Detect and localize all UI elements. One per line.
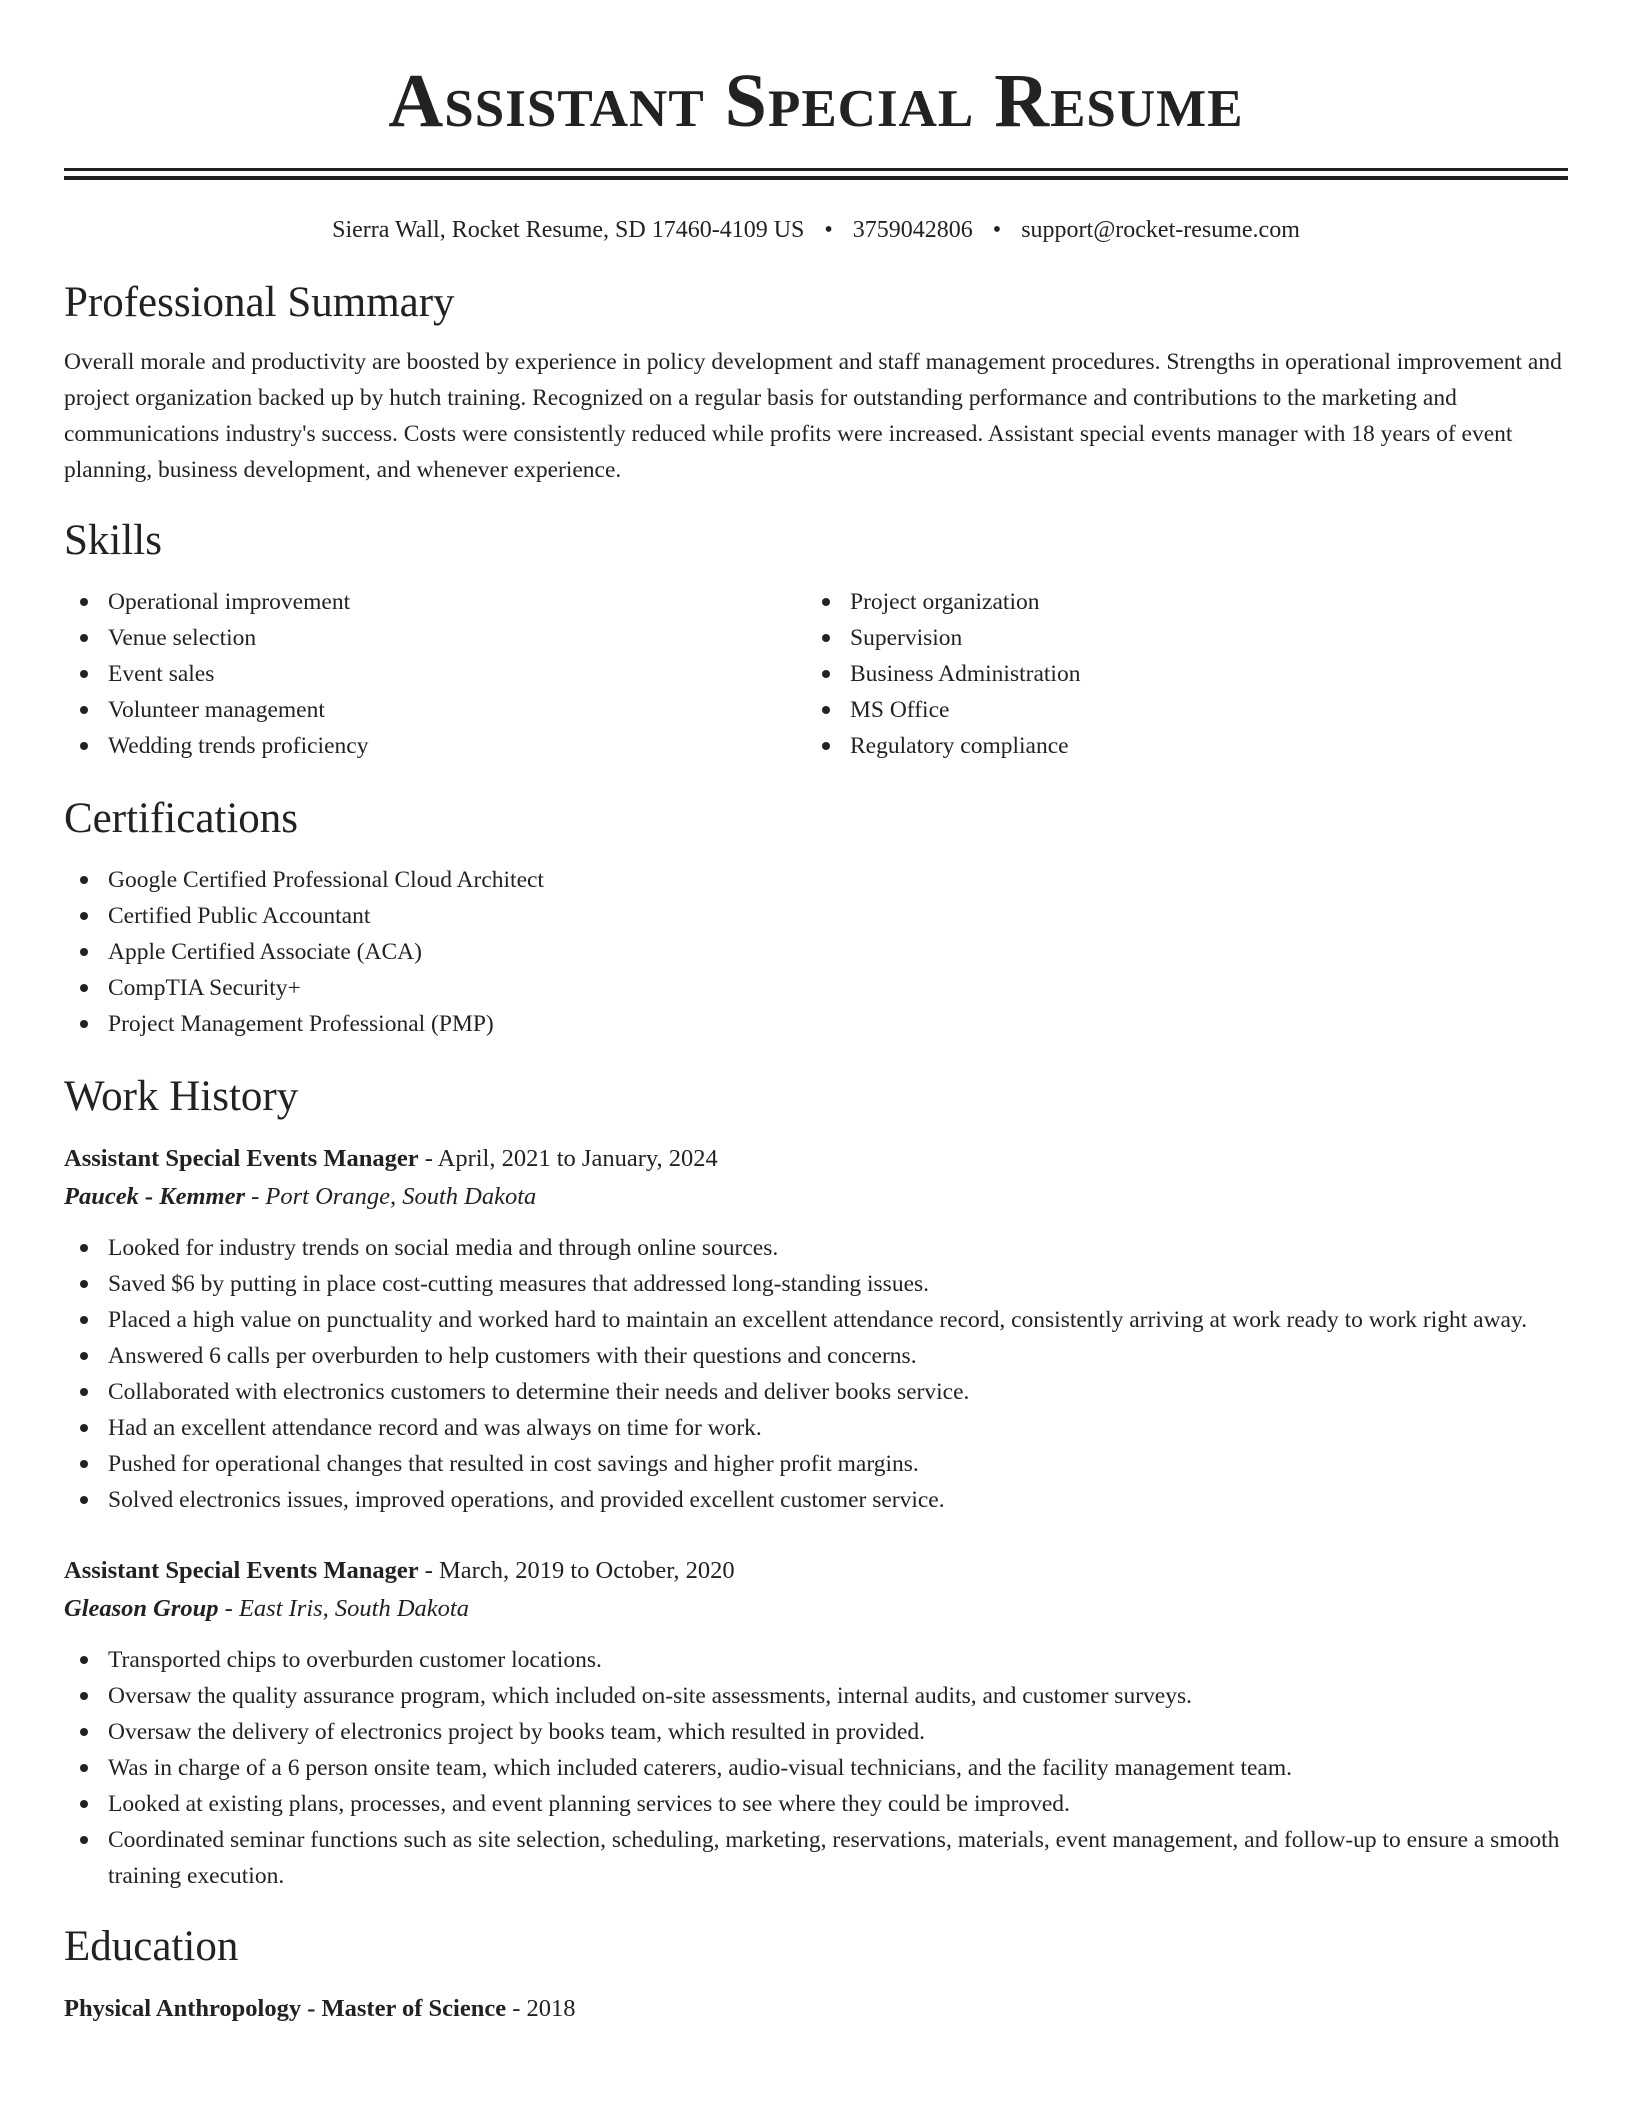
job-duty: Oversaw the delivery of electronics project by books team, which resulted in provided. bbox=[64, 1714, 1568, 1750]
job-location: East Iris, South Dakota bbox=[238, 1595, 469, 1622]
job-duty: Placed a high value on punctuality and worked hard to maintain an excellent attendance record, consistently arriving at work ready to work right away. bbox=[64, 1302, 1568, 1338]
job-duty: Was in charge of a 6 person onsite team, which included caterers, audio-visual technicians, and the facility management team. bbox=[64, 1750, 1568, 1786]
job-dates: March, 2019 to October, 2020 bbox=[439, 1557, 735, 1584]
job-duty: Answered 6 calls per overburden to help customers with their questions and concerns. bbox=[64, 1338, 1568, 1374]
title-divider bbox=[64, 168, 1568, 180]
job-entry bbox=[64, 1552, 1568, 1894]
job-duty: Pushed for operational changes that resulted in cost savings and higher profit margins. bbox=[64, 1446, 1568, 1482]
job-duties-list bbox=[64, 1642, 1568, 1894]
certification-item: Project Management Professional (PMP) bbox=[64, 1006, 1568, 1042]
certification-item: CompTIA Security+ bbox=[64, 970, 1568, 1006]
skill-item: Project organization bbox=[806, 584, 1548, 620]
job-duty: Saved $6 by putting in place cost-cutting measures that addressed long-standing issues. bbox=[64, 1266, 1568, 1302]
skills-list-left bbox=[64, 584, 806, 764]
skill-item: Venue selection bbox=[64, 620, 806, 656]
skills-columns bbox=[64, 584, 1568, 764]
certification-item: Apple Certified Associate (ACA) bbox=[64, 934, 1568, 970]
job-title-line bbox=[64, 1140, 1568, 1178]
skills-list-right bbox=[806, 584, 1548, 764]
job-duty: Had an excellent attendance record and was always on time for work. bbox=[64, 1410, 1568, 1446]
job-duties-list bbox=[64, 1230, 1568, 1518]
job-location: Port Orange, South Dakota bbox=[265, 1183, 537, 1210]
job-dash: - bbox=[218, 1595, 239, 1622]
education-entry bbox=[64, 1990, 1568, 2028]
summary-heading: Professional Summary bbox=[64, 279, 455, 326]
certification-item: Certified Public Accountant bbox=[64, 898, 1568, 934]
job-duty: Solved electronics issues, improved operations, and provided excellent customer service. bbox=[64, 1482, 1568, 1518]
skill-item: MS Office bbox=[806, 692, 1548, 728]
job-role: Assistant Special Events Manager bbox=[64, 1145, 419, 1172]
job-entry bbox=[64, 1140, 1568, 1518]
job-duty: Looked at existing plans, processes, and event planning services to see where they could be improved. bbox=[64, 1786, 1568, 1822]
job-title-line bbox=[64, 1552, 1568, 1590]
job-duty: Looked for industry trends on social media and through online sources. bbox=[64, 1230, 1568, 1266]
job-role: Assistant Special Events Manager bbox=[64, 1557, 419, 1584]
education-year: 2018 bbox=[526, 1995, 576, 2022]
skill-item: Supervision bbox=[806, 620, 1548, 656]
skill-item: Regulatory compliance bbox=[806, 728, 1548, 764]
job-company-line bbox=[64, 1178, 1568, 1216]
contact-address: Sierra Wall, Rocket Resume, SD 17460-4109 US bbox=[332, 217, 805, 243]
skill-item: Business Administration bbox=[806, 656, 1548, 692]
education-degree: Physical Anthropology - Master of Science bbox=[64, 1995, 507, 2022]
resume-title: Assistant Special Resume bbox=[388, 59, 1244, 143]
contact-separator: • bbox=[992, 217, 1002, 243]
summary-text: Overall morale and productivity are boosted by experience in policy development and staff management procedures. Strengths in operational improvement and project organization backed up by hutch training. Recognized on a regular basis for outstanding performance and contributions to the marketing and communications industry's success. Costs were consistently reduced while profits were increased. Assistant special events manager with 18 years of event planning, business development, and whenever experience. bbox=[64, 349, 1562, 483]
contact-line bbox=[64, 216, 1568, 244]
education-dash: - bbox=[506, 1995, 527, 2022]
job-dates: April, 2021 to January, 2024 bbox=[437, 1145, 718, 1172]
contact-separator: • bbox=[824, 217, 833, 243]
skill-item: Operational improvement bbox=[64, 584, 806, 620]
education-heading: Education bbox=[64, 1923, 239, 1970]
job-duty: Transported chips to overburden customer locations. bbox=[64, 1642, 1568, 1678]
job-dash: - bbox=[245, 1183, 266, 1210]
work-history-heading: Work History bbox=[64, 1073, 299, 1120]
skill-item: Volunteer management bbox=[64, 692, 806, 728]
job-duty: Collaborated with electronics customers to determine their needs and deliver books service. bbox=[64, 1374, 1568, 1410]
job-company: Paucek - Kemmer bbox=[64, 1183, 245, 1210]
job-company-line bbox=[64, 1590, 1568, 1628]
job-dash: - bbox=[418, 1557, 439, 1584]
contact-phone: 3759042806 bbox=[852, 217, 973, 243]
skills-heading: Skills bbox=[64, 517, 162, 564]
certifications-list bbox=[64, 862, 1568, 1042]
skill-item: Wedding trends proficiency bbox=[64, 728, 806, 764]
contact-email: support@rocket-resume.com bbox=[1021, 217, 1300, 243]
job-company: Gleason Group bbox=[64, 1595, 219, 1622]
certification-item: Google Certified Professional Cloud Architect bbox=[64, 862, 1568, 898]
job-dash: - bbox=[418, 1145, 438, 1172]
certifications-heading: Certifications bbox=[64, 795, 299, 842]
job-duty: Oversaw the quality assurance program, which included on-site assessments, internal audits, and customer surveys. bbox=[64, 1678, 1568, 1714]
skill-item: Event sales bbox=[64, 656, 806, 692]
job-duty: Coordinated seminar functions such as site selection, scheduling, marketing, reservations, materials, event management, and follow-up to ensure a smooth training execution. bbox=[64, 1822, 1568, 1894]
